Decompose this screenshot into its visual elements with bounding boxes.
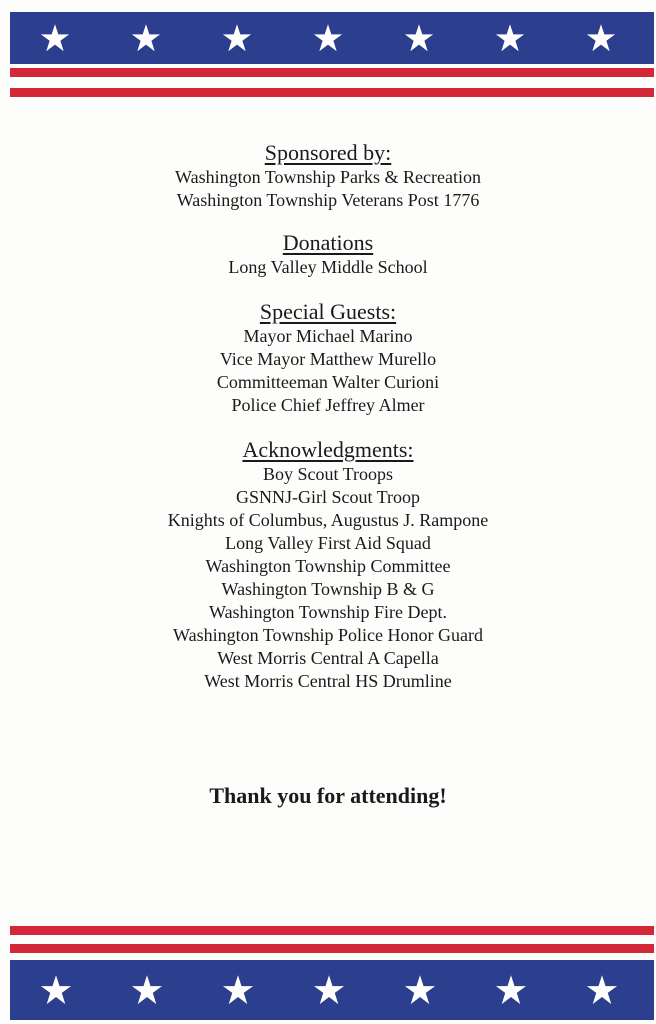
- acknowledgment-line: West Morris Central A Capella: [217, 648, 439, 668]
- sponsors-heading: Sponsored by:: [264, 140, 392, 165]
- star-icon: [404, 974, 436, 1006]
- star-icon: [495, 23, 525, 53]
- acknowledgment-line: Washington Township Committee: [205, 556, 451, 576]
- acknowledgment-line: Washington Township B & G: [221, 579, 435, 599]
- acknowledgment-line: Washington Township Fire Dept.: [209, 602, 447, 622]
- top-flag-banner: [10, 0, 654, 100]
- closing-thanks: Thank you for attending!: [209, 783, 447, 808]
- sponsors-section: [0, 140, 656, 212]
- star-icon: [222, 974, 254, 1006]
- acknowledgment-line: Knights of Columbus, Augustus J. Rampone: [167, 510, 489, 530]
- acknowledgment-line: West Morris Central HS Drumline: [204, 671, 452, 691]
- donation-line: Long Valley Middle School: [228, 257, 428, 277]
- guest-line: Mayor Michael Marino: [243, 326, 413, 346]
- acknowledgment-line: Boy Scout Troops: [262, 464, 394, 484]
- star-icon: [313, 974, 345, 1006]
- special-guests-section: [0, 299, 656, 417]
- sponsor-line: Washington Township Parks & Recreation: [175, 167, 481, 187]
- star-icon: [404, 23, 434, 53]
- star-icon: [131, 23, 161, 53]
- donations-section: [0, 230, 656, 279]
- sponsor-line: Washington Township Veterans Post 1776: [176, 190, 480, 210]
- top-red-stripe-1: [10, 68, 654, 77]
- star-icon: [131, 974, 163, 1006]
- top-star-band: [10, 12, 654, 64]
- acknowledgment-line: Long Valley First Aid Squad: [225, 533, 431, 553]
- bottom-red-stripe-1: [10, 926, 654, 935]
- acknowledgment-line: GSNNJ-Girl Scout Troop: [235, 487, 421, 507]
- star-icon: [495, 974, 527, 1006]
- donations-heading: Donations: [282, 230, 374, 255]
- acknowledgments-section: [0, 437, 656, 693]
- guest-line: Committeeman Walter Curioni: [216, 372, 440, 392]
- program-content: [0, 140, 656, 693]
- star-icon: [586, 974, 618, 1006]
- star-icon: [313, 23, 343, 53]
- acknowledgment-line: Washington Township Police Honor Guard: [173, 625, 483, 645]
- star-icon: [222, 23, 252, 53]
- bottom-star-band: [10, 960, 654, 1020]
- star-icon: [40, 23, 70, 53]
- bottom-flag-banner: [10, 920, 654, 1024]
- special-guests-heading: Special Guests:: [259, 299, 397, 324]
- top-red-stripe-2: [10, 88, 654, 97]
- star-icon: [40, 974, 72, 1006]
- guest-line: Vice Mayor Matthew Murello: [219, 349, 437, 369]
- guest-line: Police Chief Jeffrey Almer: [231, 395, 425, 415]
- star-icon: [586, 23, 616, 53]
- bottom-red-stripe-2: [10, 944, 654, 953]
- acknowledgments-heading: Acknowledgments:: [242, 437, 414, 462]
